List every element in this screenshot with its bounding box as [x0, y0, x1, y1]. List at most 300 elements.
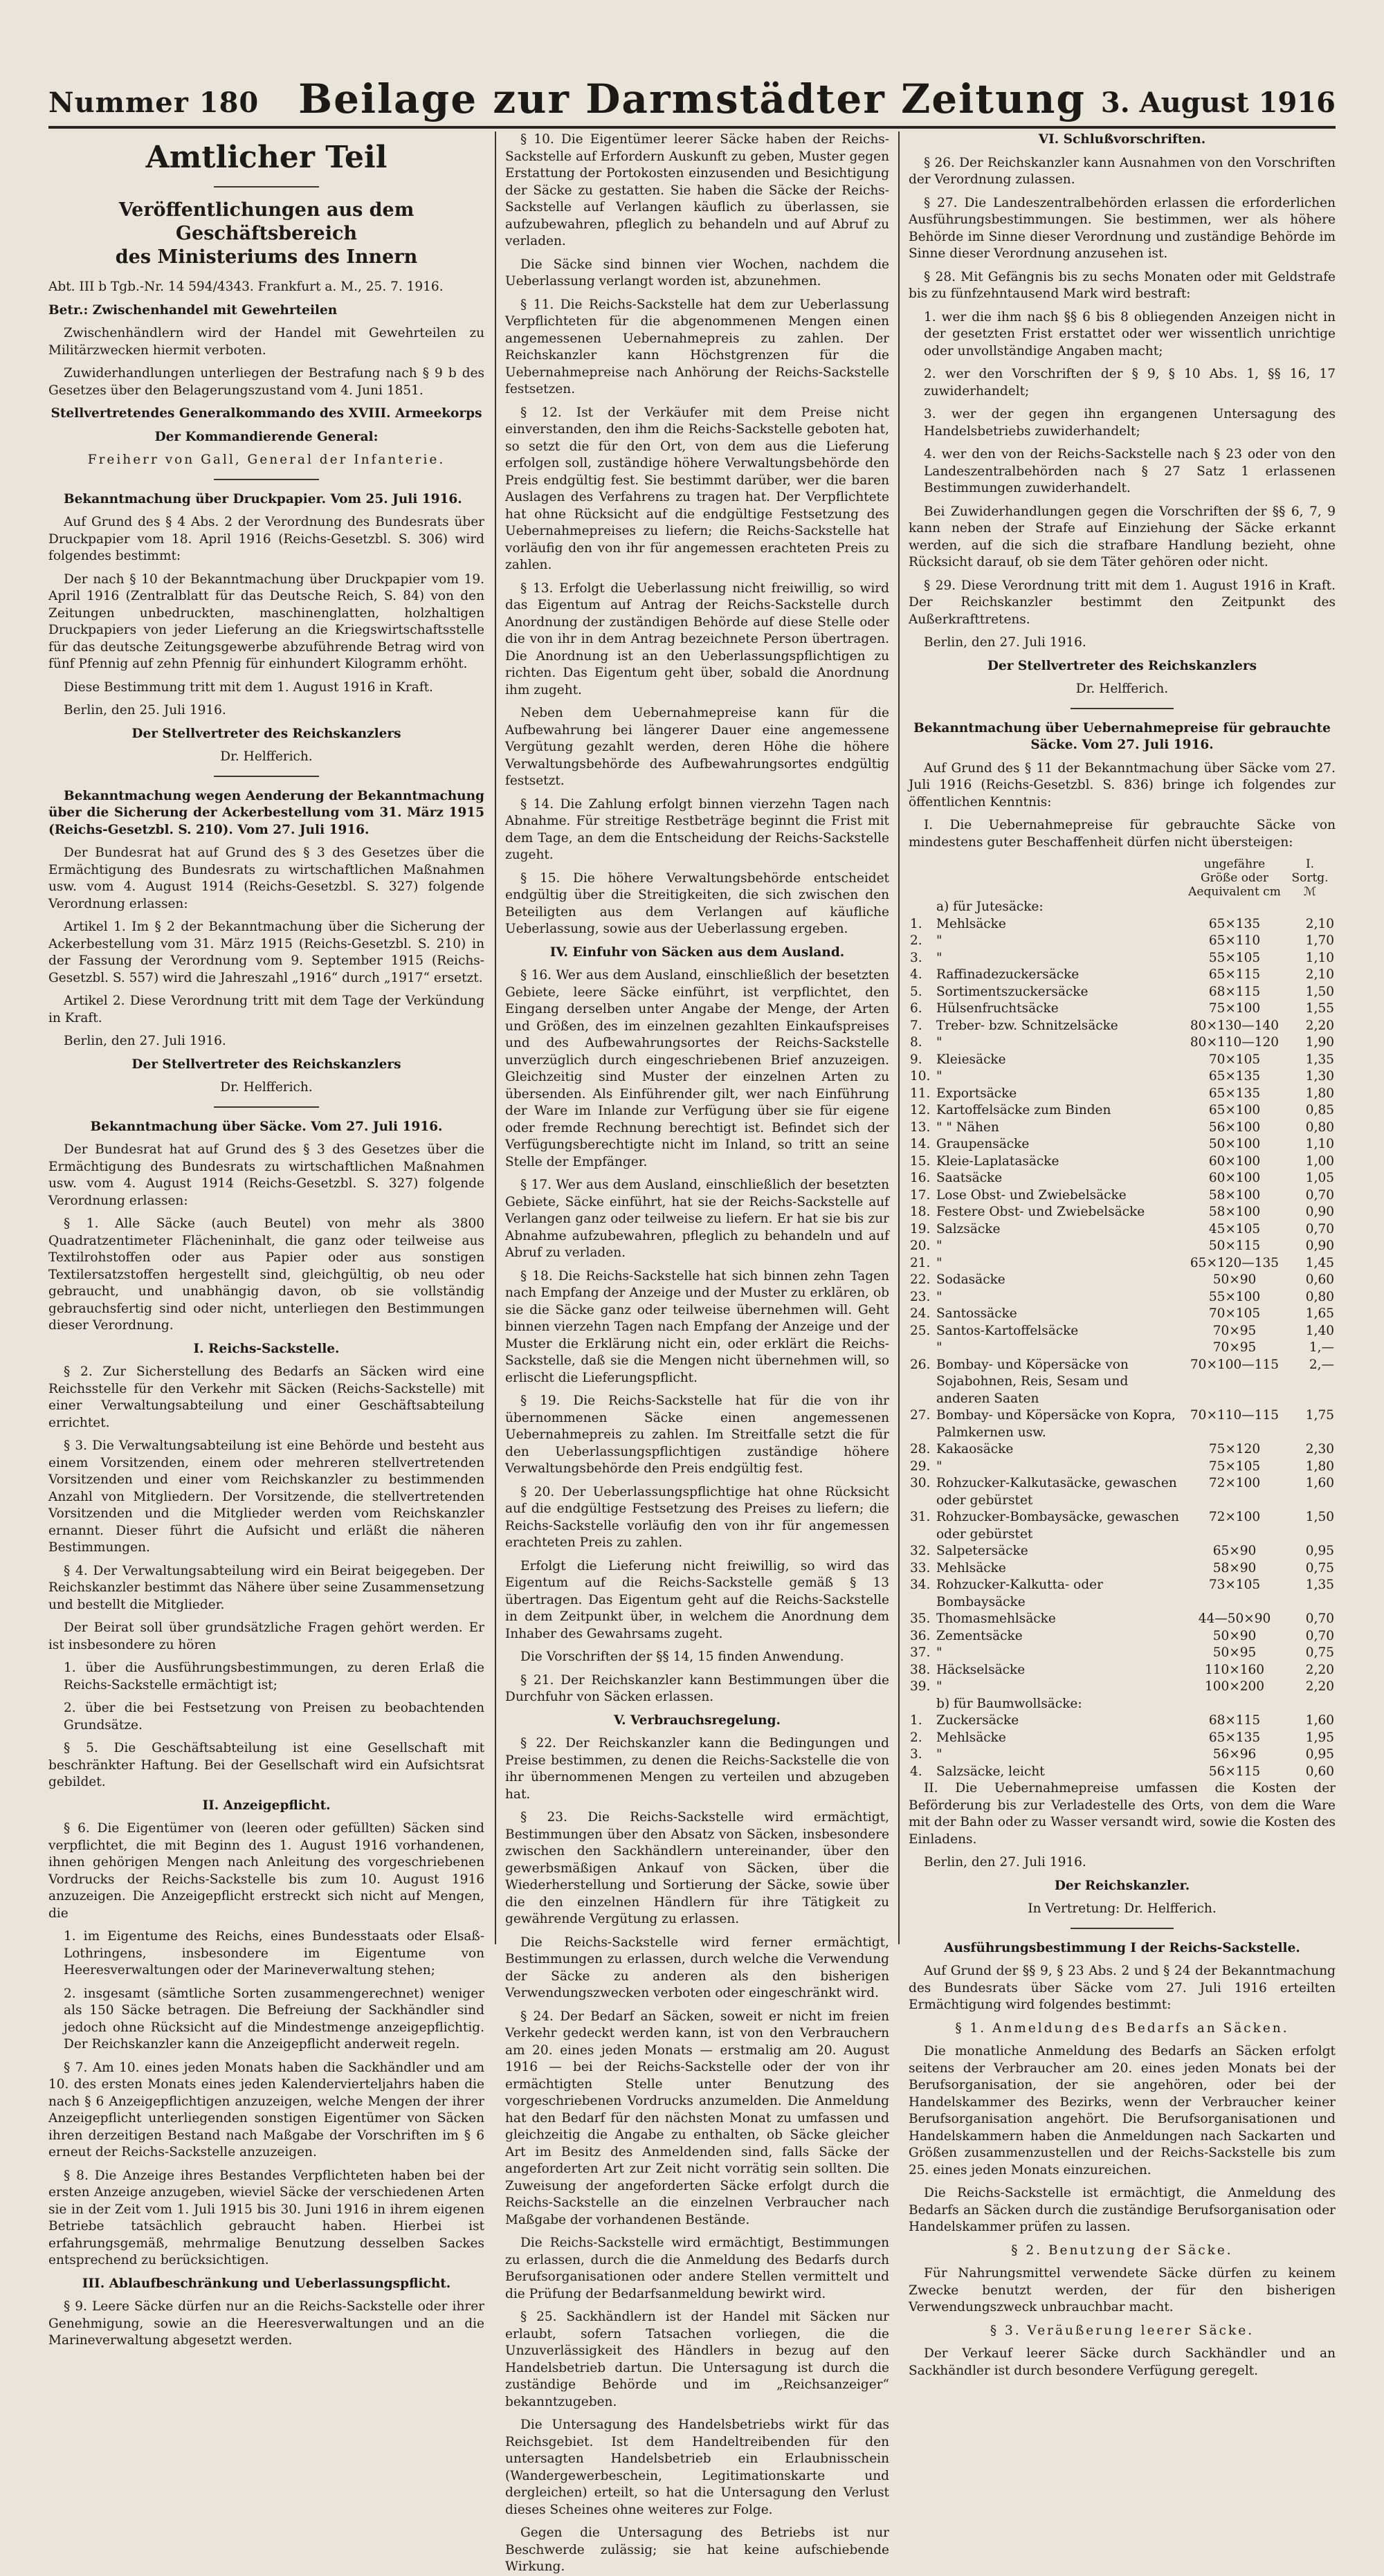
sack-type: Thomasmehlsäcke	[936, 1611, 1056, 1626]
row-number: 7.	[910, 1018, 922, 1033]
sack-price: 1,60	[1305, 1713, 1334, 1728]
masthead-rule	[48, 126, 1336, 129]
sack-type: Rohzucker-Kalkutasäcke, gewaschen oder gebürstet	[936, 1476, 1177, 1508]
sack-type: Rohzucker-Kalkutta- oder Bombaysäcke	[936, 1578, 1103, 1609]
sack-type: "	[936, 950, 943, 965]
section-subtitle	[48, 199, 484, 269]
sack-type: Kartoffelsäcke zum Binden	[936, 1103, 1111, 1117]
chapter-heading: I. Reichs-Sackstelle.	[193, 1341, 340, 1356]
sack-type: Sortimentszuckersäcke	[936, 984, 1089, 999]
sack-size: 65×110	[1208, 933, 1261, 948]
sack-type: "	[936, 1747, 943, 1762]
sack-type: Rohzucker-Bombaysäcke, gewaschen oder gebürstet	[936, 1510, 1179, 1542]
price-row	[909, 1120, 1336, 1137]
paragraph: Auf Grund des § 11 der Bekanntmachung über Säcke vom 27. Juli 1916 (Reichs-Gesetzbl. S. 836) bringe ich folgendes zur öffentlichen Kenntnis:	[909, 760, 1336, 810]
row-number: 13.	[910, 1120, 931, 1135]
sack-size: 72×100	[1208, 1476, 1261, 1490]
sack-size: 60×100	[1208, 1153, 1261, 1169]
price-group-row	[909, 1696, 1336, 1713]
sack-size: 75×120	[1208, 1442, 1261, 1456]
sack-price: 1,45	[1305, 1255, 1334, 1270]
price-row	[909, 1560, 1336, 1578]
column-divider	[898, 131, 900, 1944]
sack-type: " " Nähen	[936, 1120, 999, 1135]
sack-type: Lose Obst- und Zwiebelsäcke	[936, 1187, 1127, 1203]
sack-size: 44—50×90	[1198, 1611, 1271, 1626]
price-row	[909, 1238, 1336, 1255]
paragraph: Neben dem Uebernahmepreise kann für die Aufbewahrung bei längerer Dauer eine angemessene Vergütung gezahlt werden, deren Höhe die höhere Verwaltungsbehörde des Aufbewahrungsortes endgültig festsetzt.	[505, 706, 889, 788]
chapter-heading: III. Ablaufbeschränkung und Ueberlassungspflicht.	[82, 2276, 451, 2291]
sack-size: 73×105	[1208, 1578, 1261, 1592]
row-number: 1.	[910, 916, 922, 931]
price-row	[909, 916, 1336, 933]
paragraph: Zwischenhändlern wird der Handel mit Gewehrteilen zu Militärzwecken hiermit verboten.	[48, 326, 484, 358]
sack-price: 1,50	[1305, 984, 1334, 999]
price-row	[909, 933, 1336, 950]
sack-price: 0,95	[1305, 1544, 1334, 1558]
sack-type: "	[936, 1459, 943, 1474]
paragraph: Für Nahrungsmittel verwendete Säcke dürfen zu keinem Zwecke benutzt werden, der für den bisherigen Verwendungszweck unbrauchbar macht.	[909, 2266, 1336, 2314]
sack-price: 0,75	[1305, 1560, 1334, 1575]
sack-type: "	[936, 1035, 943, 1050]
row-number: 9.	[910, 1052, 922, 1067]
sack-price: 1,35	[1305, 1578, 1334, 1592]
price-row	[909, 1509, 1336, 1543]
sack-type: "	[936, 1239, 943, 1253]
price-row	[909, 1441, 1336, 1459]
row-number: 29.	[910, 1459, 931, 1474]
sack-price: 1,80	[1305, 1459, 1334, 1474]
price-row	[909, 1712, 1336, 1730]
paragraph: Die monatliche Anmeldung des Bedarfs an Säcken erfolgt seitens der Verbraucher am 20. eines jeden Monats bei der Berufsorganisation, der sie angehören, oder bei der Handelskammer des Bezirks, wenn der Verbraucher keiner Berufsorganisation angehört. Die Berufsorganisationen und Handelskammern haben die Anmeldungen nach Sackarten und Größen zusammenzustellen und der Reichs-Sackstelle bis zum 25. eines jeden Monats einzureichen.	[909, 2044, 1336, 2177]
paragraph: § 22. Der Reichskanzler kann die Bedingungen und Preise bestimmen, zu denen die Reichs-Sackstelle die von ihr übernommenen Mengen zu verteilen und abzugeben hat.	[505, 1736, 889, 1802]
place-date: Berlin, den 27. Juli 1916.	[924, 635, 1086, 650]
signature-title: Der Stellvertreter des Reichskanzlers	[131, 1057, 401, 1072]
sack-type: Zementsäcke	[936, 1628, 1023, 1643]
row-number	[909, 1340, 935, 1357]
paragraph: § 21. Der Reichskanzler kann Bestimmungen über die Durchfuhr von Säcken erlassen.	[505, 1672, 889, 1704]
sack-type: Bombay- und Köpersäcke von Sojabohnen, Reis, Sesam und anderen Saaten	[936, 1357, 1129, 1406]
sack-size: 50×115	[1208, 1239, 1261, 1253]
price-row	[909, 1543, 1336, 1560]
subject-line: Betr.: Zwischenhandel mit Gewehrteilen	[48, 302, 338, 318]
sack-price: 1,70	[1305, 933, 1334, 948]
sack-size: 65×120—135	[1190, 1255, 1280, 1270]
row-number: 28.	[910, 1442, 931, 1456]
chapter-heading: IV. Einfuhr von Säcken aus dem Ausland.	[549, 944, 845, 960]
price-row	[909, 1730, 1336, 1747]
price-row	[909, 1272, 1336, 1289]
price-row	[909, 1001, 1336, 1018]
notice-heading: Ausführungsbestimmung I der Reichs-Sackstelle.	[944, 1940, 1300, 1955]
sack-price: 1,10	[1305, 1137, 1334, 1151]
price-table-header	[909, 857, 1336, 899]
sack-size: 70×105	[1208, 1306, 1261, 1321]
sack-size: 100×200	[1204, 1679, 1265, 1694]
paragraph: Der Verkauf leerer Säcke durch Sackhändler und an Sackhändler ist durch besondere Verfügung geregelt.	[909, 2346, 1336, 2378]
sack-type: Treber- bzw. Schnitzelsäcke	[936, 1018, 1118, 1033]
sack-size: 56×115	[1208, 1764, 1261, 1779]
sack-price: 0,70	[1305, 1611, 1334, 1626]
sack-type: "	[936, 933, 943, 948]
price-row	[909, 1323, 1336, 1340]
row-number: 19.	[910, 1221, 931, 1236]
section-title: Amtlicher Teil	[145, 140, 388, 175]
paragraph: § 9. Leere Säcke dürfen nur an die Reichs-Sackstelle oder ihrer Genehmigung, sowie an die Heeresverwaltungen und an die Marineverwaltung abgesetzt werden.	[48, 2299, 484, 2348]
sack-type: "	[936, 1679, 943, 1694]
header-cell-price: I. Sortg. ℳ	[1291, 857, 1329, 899]
paragraph: § 5. Die Geschäftsabteilung ist eine Gesellschaft mit beschränkter Haftung. Bei der Gesellschaft wird ein Aufsichtsrat gebildet.	[48, 1741, 484, 1789]
row-number: 4.	[910, 967, 922, 982]
price-row	[909, 1340, 1336, 1357]
sack-price: 1,40	[1305, 1323, 1334, 1338]
paragraph: I. Die Uebernahmepreise für gebrauchte Säcke von mindestens guter Beschaffenheit dürfen nicht übersteigen:	[909, 818, 1336, 850]
sack-size: 65×90	[1212, 1544, 1257, 1558]
paragraph: Die Reichs-Sackstelle wird ermächtigt, Bestimmungen zu erlassen, durch die die Anmeldung des Bedarfs durch Berufsorganisationen oder andere Stellen vermittelt und die Prüfung der Bedarfsanmeldung bewirkt wird.	[505, 2236, 889, 2301]
paragraph: § 3. Die Verwaltungsabteilung ist eine Behörde und besteht aus einem Vorsitzenden, einem oder mehreren stellvertretenden Vorsitzenden und einer vom Reichskanzler zu bestimmenden Anzahl von Mitgliedern. Der Vorsitzende, die stellvertretenden Vorsitzenden und die Mitglieder werden vom Reichskanzler ernannt. Dieser führt die Aufsicht und erläßt die näheren Bestimmungen.	[48, 1438, 484, 1555]
header-cell	[935, 857, 1185, 899]
paragraph: § 16. Wer aus dem Ausland, einschließlich der besetzten Gebiete, leere Säcke einführt, ist verpflichtet, den Eingang derselben unter Angabe der Menge, der Arten und Größen, des im einzelnen gezahlten Einkaufspreises und des Aufbewahrungsortes der Reichs-Sackstelle unverzüglich durch eingeschriebenen Brief anzuzeigen. Gleichzeitig sind Muster der einzelnen Arten zu übersenden. Als Einführender gilt, wer nach Einführung der Ware im Inlande zur Verfügung über sie für eigene oder fremde Rechnung berechtigt ist. Befindet sich der Verfügungsberechtigte nicht im Inland, so tritt an seine Stelle der Empfänger.	[505, 968, 889, 1169]
sack-price: 0,80	[1305, 1120, 1334, 1135]
sack-price: 1,50	[1305, 1510, 1334, 1524]
row-number: 37.	[910, 1645, 931, 1660]
price-row	[909, 1306, 1336, 1323]
row-number: 32.	[910, 1544, 931, 1558]
sack-size: 56×100	[1208, 1120, 1261, 1135]
header-cell-size: ungefähre Größe oder Aequivalent cm	[1188, 857, 1281, 899]
row-number: 2.	[910, 1730, 922, 1745]
paragraph: § 14. Die Zahlung erfolgt binnen vierzehn Tagen nach Abnahme. Für streitige Restbeträge beginnt die Frist mit dem Tage, an dem die Entscheidung der Reichs-Sackstelle zugeht.	[505, 796, 889, 862]
sack-price: 1,95	[1305, 1730, 1334, 1745]
sack-price: 1,35	[1305, 1052, 1334, 1067]
section-heading: § 3. Veräußerung leerer Säcke.	[990, 2323, 1255, 2338]
sack-type: Graupensäcke	[936, 1137, 1030, 1151]
sack-type: Sodasäcke	[936, 1272, 1005, 1287]
signature-name: Dr. Helfferich.	[220, 1080, 313, 1095]
notice-heading: Bekanntmachung über Uebernahmepreise für gebrauchte Säcke. Vom 27. Juli 1916.	[913, 720, 1331, 752]
paragraph: Die Säcke sind binnen vier Wochen, nachdem die Ueberlassung verlangt worden ist, abzunehmen.	[505, 257, 889, 289]
sack-type: Festere Obst- und Zwiebelsäcke	[936, 1205, 1145, 1219]
row-number: 23.	[910, 1289, 931, 1304]
price-row	[909, 1611, 1336, 1628]
sack-price: 0,70	[1305, 1187, 1334, 1203]
row-number: 31.	[910, 1510, 931, 1524]
paragraph: § 24. Der Bedarf an Säcken, soweit er nicht im freien Verkehr gedeckt werden kann, ist von den Verbrauchern am 20. eines jeden Monats — erstmalig am 20. August 1916 — bei der Reichs-Sackstelle oder der von ihr ermächtigten Stelle unter Benutzung des vorgeschriebenen Vordrucks anzumelden. Die Anmeldung hat den Bedarf für den nächsten Monat zu umfassen und gleichzeitig die Angabe zu enthalten, ob Säcke gleicher Art im Besitz des Anmeldenden sind, falls Säcke der angeforderten Art zur Zeit nicht vorrätig sein sollten. Die Zuweisung der angeforderten Säcke erfolgt durch die Reichs-Sackstelle an die einzelnen Verbraucher nach Maßgabe der vorhandenen Bestände.	[505, 2009, 889, 2227]
row-number: 39.	[910, 1679, 931, 1694]
sack-type: Exportsäcke	[936, 1086, 1017, 1101]
price-row	[909, 1034, 1336, 1052]
price-row	[909, 1136, 1336, 1153]
signature-name: Dr. Helfferich.	[220, 749, 313, 764]
sack-size: 80×110—120	[1190, 1035, 1280, 1050]
sack-size: 60×100	[1208, 1171, 1261, 1185]
notice-heading: Bekanntmachung über Säcke. Vom 27. Juli 1916.	[90, 1119, 443, 1134]
list-item: 1. wer die ihm nach §§ 6 bis 8 obliegenden Anzeigen nicht in der gesetzten Frist erstattet oder wer wissentlich unrichtige oder unvollständige Angaben macht;	[924, 309, 1336, 358]
subtitle-line: Veröffentlichungen aus dem Geschäftsbereich	[118, 199, 415, 244]
paragraph: § 11. Die Reichs-Sackstelle hat dem zur Ueberlassung Verpflichteten für die abgenommenen Mengen einen angemessenen Uebernahmepreis zu zahlen. Der Reichskanzler kann Höchstgrenzen für die Uebernahmepreise nach Anhörung der Reichs-Sackstelle festsetzen.	[505, 297, 889, 396]
sack-type: Salzsäcke	[936, 1221, 1001, 1236]
price-row	[909, 1679, 1336, 1696]
sack-size: 45×105	[1208, 1221, 1261, 1236]
paragraph: § 12. Ist der Verkäufer mit dem Preise nicht einverstanden, den ihm die Reichs-Sackstelle geboten hat, so setzt die für den Ort, von dem aus die Lieferung erfolgen soll, zuständige höhere Verwaltungsbehörde den Preis endgültig fest. Sie bestimmt darüber, wer die baren Auslagen des Verfahrens zu tragen hat. Der Verpflichtete hat ohne Rücksicht auf die endgültige Festsetzung des Uebernahmepreises zu liefern; die Reichs-Sackstelle hat vorläufig den von ihr für angemessen erachteten Preis zu zahlen.	[505, 405, 889, 572]
paragraph: § 13. Erfolgt die Ueberlassung nicht freiwillig, so wird das Eigentum auf Antrag der Reichs-Sackstelle durch Anordnung der zuständigen Behörde auf diese Stelle oder die von ihr in dem Antrag bezeichnete Person übertragen. Die Anordnung ist an den Ueberlassungspflichtigen zu richten. Das Eigentum geht über, sobald die Anordnung ihm zugeht.	[505, 581, 889, 697]
paragraph: § 15. Die höhere Verwaltungsbehörde entscheidet endgültig über die Streitigkeiten, die sich zwischen den Beteiligten aus dem Verlangen auf käufliche Ueberlassung, sowie aus der Ueberlassung ergeben.	[505, 870, 889, 936]
notice-heading: Bekanntmachung wegen Aenderung der Bekanntmachung über die Sicherung der Ackerbestellung vom 31. März 1915 (Reichs-Gesetzbl. S. 210). Vom 27. Juli 1916.	[48, 788, 484, 837]
row-number: 24.	[910, 1306, 931, 1321]
sack-price: 2,10	[1305, 967, 1334, 982]
signature-name: In Vertretung: Dr. Helfferich.	[1028, 1901, 1217, 1916]
sack-size: 68×115	[1208, 984, 1261, 999]
general-name: Freiherr von Gall, General der Infanterie.	[87, 453, 446, 467]
price-row	[909, 1475, 1336, 1509]
row-number: 33.	[910, 1560, 931, 1575]
sack-type: "	[936, 1069, 943, 1084]
row-number: 17.	[910, 1187, 931, 1203]
price-row	[909, 1764, 1336, 1781]
row-number: 34.	[910, 1578, 931, 1592]
price-row	[909, 1018, 1336, 1035]
paragraph: § 4. Der Verwaltungsabteilung wird ein Beirat beigegeben. Der Reichskanzler bestimmt das Nähere über seine Zusammensetzung und bestellt die Mitglieder.	[48, 1563, 484, 1612]
paragraph: § 10. Die Eigentümer leerer Säcke haben der Reichs-Sackstelle auf Erfordern Auskunft zu geben, Muster gegen Erstattung der Portokosten einzusenden und Besichtigung der Säcke zu gestatten. Sie haben die Säcke der Reichs-Sackstelle auf Verlangen käuflich zu überlassen, sie aufzubewahren, pfleglich zu behandeln und auf Abruf zu verladen.	[505, 132, 889, 248]
price-row	[909, 967, 1336, 984]
sack-type: Häckselsäcke	[936, 1662, 1026, 1677]
price-row	[909, 1187, 1336, 1205]
sack-type: Bombay- und Köpersäcke von Kopra, Palmkernen usw.	[936, 1408, 1176, 1440]
paragraph: § 17. Wer aus dem Ausland, einschließlich der besetzten Gebiete, Säcke einführt, hat sie der Reichs-Sackstelle auf Verlangen ganz oder teilweise zu liefern. Er hat sie bis zur Abnahme aufzubewahren, pfleglich zu behandeln und auf Abruf zu verladen.	[505, 1178, 889, 1260]
header-cell	[909, 857, 935, 899]
sack-size: 70×110—115	[1190, 1408, 1280, 1423]
price-group-label: b) für Baumwollsäcke:	[936, 1696, 1082, 1711]
sack-size: 58×100	[1208, 1187, 1261, 1203]
divider	[1071, 708, 1173, 709]
paragraph: Die Untersagung des Handelsbetriebs wirkt für das Reichsgebiet. Ist dem Handeltreibenden für den untersagten Handelsbetrieb ein Erlaubnisschein (Wandergewerbeschein, Legitimationskarte und dergleichen) erteilt, so hat die Untersagung den Verlust dieses Scheines ohne weiteres zur Folge.	[505, 2418, 889, 2517]
row-number: 35.	[910, 1611, 931, 1626]
signature-title: Der Reichskanzler.	[1054, 1878, 1190, 1893]
row-number: 1.	[910, 1713, 922, 1728]
sack-price: 2,20	[1305, 1679, 1334, 1694]
place-date: Berlin, den 27. Juli 1916.	[64, 1034, 226, 1048]
command-title: Stellvertretendes Generalkommando des XVIII. Armeekorps	[51, 406, 482, 421]
price-row	[909, 1255, 1336, 1272]
sack-price: 0,90	[1305, 1239, 1334, 1253]
sack-price: 0,60	[1305, 1272, 1334, 1287]
row-number: 3.	[910, 950, 922, 965]
paragraph: § 2. Zur Sicherstellung des Bedarfs an Säcken wird eine Reichsstelle für den Verkehr mit Säcken (Reichs-Sackstelle) mit einer Verwaltungsabteilung und einer Geschäftsabteilung errichtet.	[48, 1364, 484, 1430]
sack-size: 50×90	[1212, 1628, 1257, 1643]
paragraph: Der Bundesrat hat auf Grund des § 3 des Gesetzes über die Ermächtigung des Bundesrats zu wirtschaftlichen Maßnahmen usw. vom 4. August 1914 (Reichs-Gesetzbl. S. 327) folgende Verordnung erlassen:	[48, 846, 484, 911]
sack-size: 70×95	[1212, 1340, 1257, 1355]
price-row	[909, 1577, 1336, 1611]
paragraph: § 20. Der Ueberlassungspflichtige hat ohne Rücksicht auf die endgültige Festsetzung des Preises zu liefern; die Reichs-Sackstelle vorläufig den von ihr für angemessen erachteten Preis zu zahlen.	[505, 1484, 889, 1550]
list-item: 1. im Eigentume des Reichs, eines Bundesstaats oder Elsaß-Lothringens, insbesondere im Eigentume von Heeresverwaltungen oder der Marineverwaltung stehen;	[64, 1929, 484, 1977]
sack-type: "	[936, 1255, 943, 1270]
place-date: Berlin, den 25. Juli 1916.	[64, 703, 226, 718]
price-table-body-cotton	[909, 1696, 1336, 1781]
row-number: 5.	[910, 984, 922, 999]
sack-type: Kakaosäcke	[936, 1442, 1014, 1456]
sack-price: 2,20	[1305, 1018, 1334, 1033]
paragraph: § 8. Die Anzeige ihres Bestandes Verpflichteten haben bei der ersten Anzeige anzugeben, wieviel Säcke der verschiedenen Arten sie in der Zeit vom 1. Juli 1915 bis 30. Juni 1916 in ihrem eigenen Betriebe tatsächlich gebraucht haben. Hierbei ist erfahrungsgemäß, mehrmalige Benutzung desselben Sackes entsprechend zu berücksichtigen.	[48, 2168, 484, 2267]
sack-size: 110×160	[1204, 1662, 1265, 1677]
price-row	[909, 1746, 1336, 1764]
chapter-heading: II. Anzeigepflicht.	[202, 1798, 331, 1813]
sack-size: 56×96	[1212, 1747, 1257, 1762]
sack-size: 65×135	[1208, 916, 1261, 931]
paragraph: Der Beirat soll über grundsätzliche Fragen gehört werden. Er ist insbesondere zu hören	[48, 1620, 484, 1652]
row-number: 18.	[910, 1205, 931, 1219]
sack-price: 0,90	[1305, 1205, 1334, 1219]
paragraph: § 27. Die Landeszentralbehörden erlassen die erforderlichen Ausführungsbestimmungen. Sie bestimmen, wer als höhere Behörde im Sinne dieser Verordnung und zuständige Behörde im Sinne dieser Verordnung anzusehen ist.	[909, 195, 1336, 261]
sack-price: 1,80	[1305, 1086, 1334, 1101]
row-number: 16.	[910, 1171, 931, 1185]
place-date: Berlin, den 27. Juli 1916.	[924, 1855, 1086, 1870]
paragraph: § 6. Die Eigentümer von (leeren oder gefüllten) Säcken sind verpflichtet, die mit Beginn des 1. August 1916 vorhandenen, ihnen gehörigen Mengen nach Anleitung des vorgeschriebenen Vordrucks der Reichs-Sackstelle bis zum 10. August 1916 anzuzeigen. Die Anzeigepflicht erstreckt sich nicht auf Mengen, die	[48, 1821, 484, 1921]
row-number: 12.	[910, 1103, 931, 1117]
price-row	[909, 1102, 1336, 1120]
paragraph: Bei Zuwiderhandlungen gegen die Vorschriften der §§ 6, 7, 9 kann neben der Strafe auf Einziehung der Säcke erkannt werden, auf die sich die strafbare Handlung bezieht, ohne Rücksicht darauf, ob sie dem Täter gehören oder nicht.	[909, 504, 1336, 569]
sack-type: Kleie-Laplatasäcke	[936, 1153, 1059, 1169]
sack-size: 55×105	[1208, 950, 1261, 965]
paragraph: § 28. Mit Gefängnis bis zu sechs Monaten oder mit Geldstrafe bis zu fünfzehntausend Mark wird bestraft:	[909, 269, 1336, 301]
sack-type: "	[936, 1645, 943, 1660]
price-row	[909, 1204, 1336, 1221]
sack-price: 2,20	[1305, 1662, 1334, 1677]
paragraph: Diese Bestimmung tritt mit dem 1. August 1916 in Kraft.	[64, 679, 433, 695]
sack-type: Mehlsäcke	[936, 916, 1006, 931]
sack-type: Mehlsäcke	[936, 1560, 1006, 1575]
sack-price: 0,95	[1305, 1747, 1334, 1762]
general-title: Der Kommandierende General:	[154, 429, 379, 444]
sack-size: 70×95	[1212, 1323, 1257, 1338]
sack-size: 75×100	[1208, 1001, 1261, 1016]
sack-size: 68×115	[1208, 1713, 1261, 1728]
paragraph: Der nach § 10 der Bekanntmachung über Druckpapier vom 19. April 1916 (Zentralblatt für das Deutsche Reich, S. 84) von den Zeitungen unbedruckten, maschinenglatten, holzhaltigen Druckpapiers von jeder Lieferung an die Kriegswirtschaftsstelle für das deutsche Zeitungsgewerbe abzuführende Betrag wird von fünf Pfennig auf zehn Pfennig für einhundert Kilogramm erhöht.	[48, 572, 484, 671]
sack-price: 1,30	[1305, 1069, 1334, 1084]
sack-price: 0,75	[1305, 1645, 1334, 1660]
row-number: 11.	[910, 1086, 931, 1101]
price-row	[909, 1407, 1336, 1441]
paragraph: Zuwiderhandlungen unterliegen der Bestrafung nach § 9 b des Gesetzes über den Belagerungszustand vom 4. Juni 1851.	[48, 366, 484, 398]
chapter-heading: VI. Schlußvorschriften.	[1038, 132, 1206, 147]
sack-price: 1,05	[1305, 1171, 1334, 1185]
price-group-label: a) für Jutesäcke:	[936, 899, 1044, 914]
price-table	[909, 857, 1336, 1780]
row-number: 21.	[910, 1255, 931, 1270]
row-number: 36.	[910, 1628, 931, 1643]
paragraph: § 29. Diese Verordnung tritt mit dem 1. August 1916 in Kraft. Der Reichskanzler bestimmt den Zeitpunkt des Außerkrafttretens.	[909, 578, 1336, 627]
list-item: 1. über die Ausführungsbestimmungen, zu deren Erlaß die Reichs-Sackstelle ermächtigt ist;	[64, 1661, 484, 1692]
sack-size: 50×100	[1208, 1137, 1261, 1151]
price-row	[909, 1628, 1336, 1645]
row-number: 38.	[910, 1662, 931, 1677]
paragraph: § 1. Alle Säcke (auch Beutel) von mehr als 3800 Quadratzentimeter Flächeninhalt, die ganz oder teilweise aus Textilrohstoffen oder aus Papier oder aus sonstigen Textilersatzstoffen hergestellt sind, gleichgültig, ob neu oder gebraucht, und unabhängig davon, ob sie vollständig gebrauchsfertig sind oder nicht, unterliegen den Bestimmungen dieser Verordnung.	[48, 1216, 484, 1333]
paragraph: Die Reichs-Sackstelle wird ferner ermächtigt, Bestimmungen zu erlassen, durch welche die Verwendung der Säcke zu anderen als den bisherigen Verwendungszwecken verboten oder eingeschränkt wird.	[505, 1935, 889, 2000]
price-row	[909, 1357, 1336, 1408]
sack-price: 0,80	[1305, 1289, 1334, 1304]
sack-price: 0,85	[1305, 1103, 1334, 1117]
row-number: 3.	[910, 1747, 922, 1762]
paragraph: Artikel 2. Diese Verordnung tritt mit dem Tage der Verkündung in Kraft.	[48, 994, 484, 1025]
price-row	[909, 950, 1336, 967]
sack-price: 2,—	[1309, 1357, 1334, 1372]
sack-type: Saatsäcke	[936, 1171, 1003, 1185]
sack-type: "	[936, 1340, 943, 1355]
price-row	[909, 1459, 1336, 1476]
sack-size: 80×130—140	[1190, 1018, 1280, 1033]
sack-size: 70×105	[1208, 1052, 1261, 1067]
price-row	[909, 1068, 1336, 1086]
price-row	[909, 1086, 1336, 1103]
sack-size: 65×100	[1208, 1103, 1261, 1117]
sack-price: 1,—	[1309, 1340, 1334, 1355]
sack-type: Salzsäcke, leicht	[936, 1764, 1045, 1779]
notice-heading: Bekanntmachung über Druckpapier. Vom 25. Juli 1916.	[64, 491, 462, 506]
section-heading: § 1. Anmeldung des Bedarfs an Säcken.	[955, 2020, 1289, 2036]
row-number: 2.	[910, 933, 922, 948]
price-row	[909, 1153, 1336, 1171]
paragraph: Erfolgt die Lieferung nicht freiwillig, so wird das Eigentum auf die Reichs-Sackstelle gemäß § 13 übertragen. Das Eigentum geht auf die Reichs-Sackstelle in dem Zeitpunkt über, in welchem die Anordnung dem Inhaber des Gewahrsams zugeht.	[505, 1558, 889, 1641]
sack-price: 1,00	[1305, 1153, 1334, 1169]
column-3	[909, 131, 1336, 2378]
paragraph: § 7. Am 10. eines jeden Monats haben die Sackhändler und am 10. des ersten Monats eines jeden Kalendervierteljahrs haben die nach § 6 Anzeigepflichtigen anzuzeigen, welche Mengen der ihrer Anzeigepflicht unterliegenden sonstigen Eigentümer von Säcken ihren derzeitigen Bestand nach Maßgabe der Vorschriften im § 6 erneut der Reichs-Sackstelle anzuzeigen.	[48, 2060, 484, 2159]
price-row	[909, 1662, 1336, 1679]
row-number: 8.	[910, 1035, 922, 1050]
sack-price: 1,60	[1305, 1476, 1334, 1490]
signature-title: Der Stellvertreter des Reichskanzlers	[987, 658, 1257, 673]
row-number: 10.	[910, 1069, 931, 1084]
price-row	[909, 1170, 1336, 1187]
list-item: 4. wer den von der Reichs-Sackstelle nach § 23 oder von den Landeszentralbehörden nach § 27 Satz 1 erlassenen Bestimmungen zuwiderhandelt.	[924, 447, 1336, 495]
sack-size: 70×100—115	[1190, 1357, 1280, 1372]
price-table-body-jute	[909, 899, 1336, 1696]
reference-line: Abt. III b Tgb.-Nr. 14 594/4343. Frankfurt a. M., 25. 7. 1916.	[48, 280, 444, 294]
sack-type: Raffinadezuckersäcke	[936, 967, 1080, 982]
paragraph: Auf Grund der §§ 9, § 23 Abs. 2 und § 24 der Bekanntmachung des Bundesrats über Säcke vom 27. Juli 1916 erteilten Ermächtigung wird folgendes bestimmt:	[909, 1964, 1336, 2012]
sack-price: 0,70	[1305, 1628, 1334, 1643]
paragraph: Artikel 1. Im § 2 der Bekanntmachung über die Sicherung der Ackerbestellung vom 31. März 1915 (Reichs-Gesetzbl. S. 210) in der Fassung der Verordnung vom 9. September 1915 (Reichs-Gesetzbl. S. 557) wird die Jahreszahl „1916“ durch „1917“ ersetzt.	[48, 920, 484, 985]
sack-size: 65×115	[1208, 967, 1261, 982]
column-1	[48, 131, 484, 2348]
sack-type: Kleiesäcke	[936, 1052, 1006, 1067]
divider	[214, 479, 318, 480]
sack-size: 50×95	[1212, 1645, 1257, 1660]
price-row	[909, 984, 1336, 1001]
sack-size: 55×100	[1208, 1289, 1261, 1304]
list-item: 2. wer den Vorschriften der § 9, § 10 Abs. 1, §§ 16, 17 zuwiderhandelt;	[924, 367, 1336, 399]
chapter-heading: V. Verbrauchsregelung.	[614, 1712, 781, 1728]
sack-type: Santossäcke	[936, 1306, 1017, 1321]
column-divider	[495, 131, 496, 1944]
row-number: 30.	[910, 1476, 931, 1490]
signature-name: Dr. Helfferich.	[1075, 682, 1169, 696]
row-number: 25.	[910, 1323, 931, 1338]
row-number: 6.	[910, 1001, 922, 1016]
sack-type: Santos-Kartoffelsäcke	[936, 1323, 1079, 1338]
sack-size: 58×90	[1212, 1560, 1257, 1575]
column-2	[505, 131, 889, 2574]
sack-price: 1,75	[1305, 1408, 1334, 1423]
paragraph: Auf Grund des § 4 Abs. 2 der Verordnung des Bundesrats über Druckpapier vom 18. April 1916 (Reichs-Gesetzbl. S. 306) wird folgendes bestimmt:	[48, 515, 484, 563]
sack-type: Zuckersäcke	[936, 1713, 1019, 1728]
row-number: 27.	[910, 1408, 931, 1423]
row-number: 15.	[910, 1153, 931, 1169]
paragraph: II. Die Uebernahmepreise umfassen die Kosten der Beförderung bis zur Verladestelle des Orts, von dem die Ware mit der Bahn oder zu Wasser versandt wird, sowie die Kosten des Einladens.	[909, 1781, 1336, 1847]
paragraph: § 23. Die Reichs-Sackstelle wird ermächtigt, Bestimmungen über den Absatz von Säcken, insbesondere zwischen den Sackhändlern untereinander, über den gewerbsmäßigen Ankauf von Säcken, über die Wiederherstellung und Sortierung der Säcke, sowie über die den einzelnen Händlern für ihre Tätigkeit zu gewährende Vergütung zu erlassen.	[505, 1810, 889, 1926]
sack-type: "	[936, 1289, 943, 1304]
sack-price: 2,10	[1305, 916, 1334, 931]
sack-price: 0,70	[1305, 1221, 1334, 1236]
price-row	[909, 1052, 1336, 1069]
